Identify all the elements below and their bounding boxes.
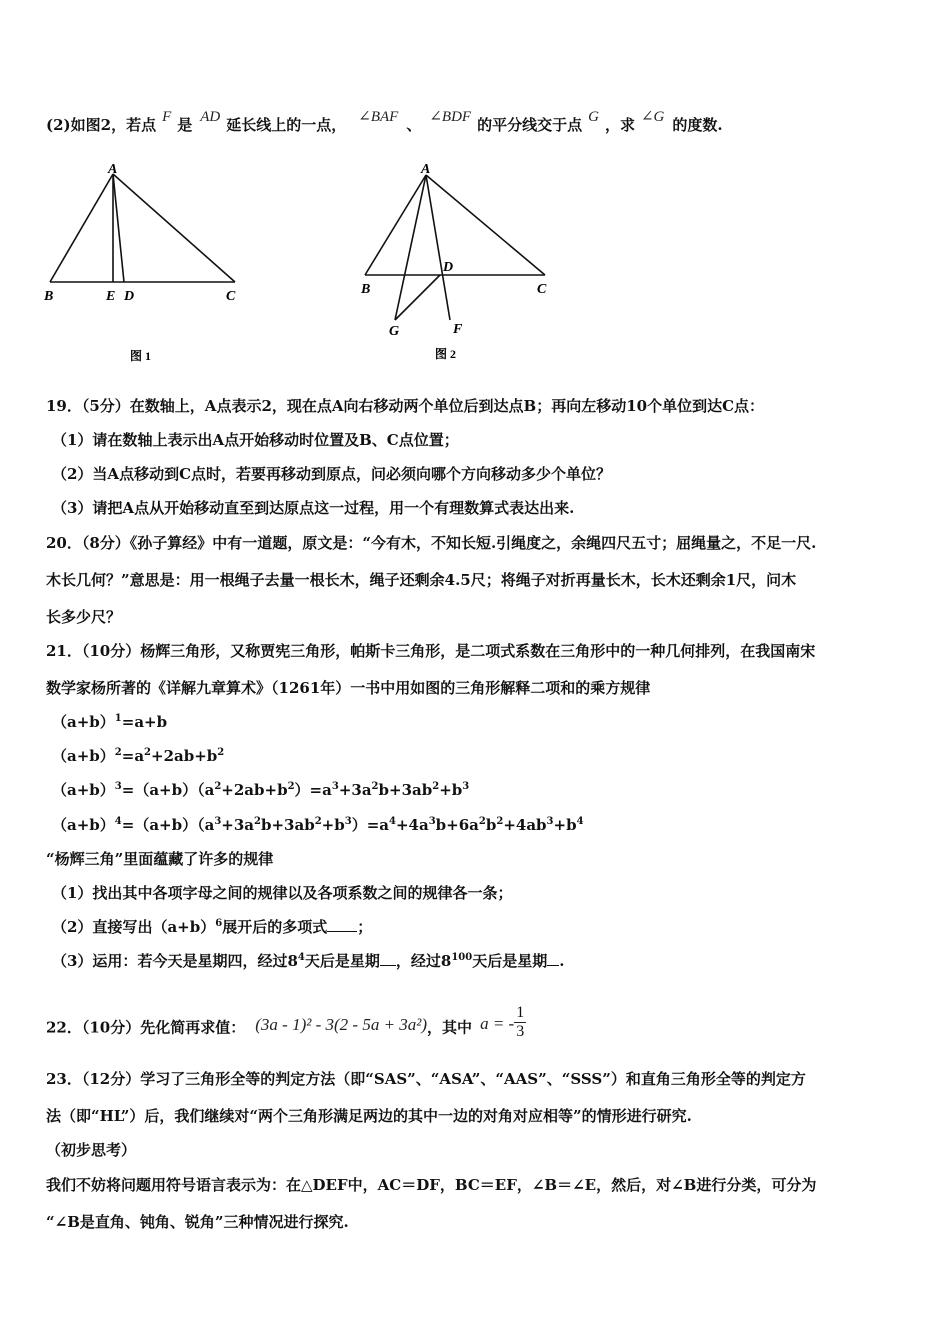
q21-e1-exp: 1 (114, 713, 122, 724)
q21-e2-t2: +2ab+b (151, 747, 218, 765)
q21-e3-b: =（a+b）（a (121, 781, 215, 799)
fig2-label-B: B (361, 282, 371, 297)
q21-e2-exp: 2 (114, 747, 122, 758)
fig1-label-C: C (226, 289, 236, 304)
point-F: F (162, 109, 172, 125)
q21-e4-b: =（a+b）（a (121, 816, 215, 834)
q18-text-2: 是 (177, 116, 193, 134)
q21-expansion-1 (52, 712, 167, 732)
q21-e4-s6: 4 (389, 816, 396, 827)
fig2-label-C: C (537, 282, 547, 297)
q21-e2-exp3: 2 (217, 747, 225, 758)
q21-e1-result: =a+b (121, 713, 168, 731)
q21-e3-s3: 2 (287, 781, 295, 792)
fig2-caption: 图 2 (435, 347, 457, 361)
q21-e4-k: +b (553, 816, 577, 834)
fig2-segment-DG (395, 275, 440, 320)
q21-part2 (52, 917, 372, 937)
q21-e3-c: +2ab+b (221, 781, 288, 799)
q23-line4: “∠B是直角、钝角、锐角”三种情况进行探究. (46, 1213, 349, 1231)
q18-text-3: 延长线上的一点， (226, 116, 347, 134)
point-G: G (588, 109, 599, 125)
q21-e3-d: ）=a (294, 781, 332, 799)
q21-e3-s6: 2 (432, 781, 440, 792)
q21-e4-s8: 2 (478, 816, 486, 827)
q21-p2-text: （2）直接写出（a+b） (52, 918, 216, 936)
q21-e3-s5: 2 (371, 781, 379, 792)
q21-e2-t1: =a (121, 747, 145, 765)
q21-expansion-2 (52, 746, 224, 766)
fig2-segment-AG (395, 175, 426, 320)
fig2-segment-AF (426, 175, 450, 320)
q21-e3-s1: 3 (114, 781, 122, 792)
fig2-label-F: F (453, 322, 463, 337)
q21-e2-exp2: 2 (144, 747, 152, 758)
q21-p2-end: ； (357, 918, 373, 936)
q19-head: 19．（5分）在数轴上，A点表示2，现在点A向右移动两个单位后到达点B；再向左移动10个单位到达C点： (46, 397, 765, 415)
fig2-label-A: A (421, 162, 431, 177)
q21-expansion-3 (52, 780, 469, 800)
q21-e2-base: （a+b） (52, 747, 115, 765)
q23-line2: 法（即“HL”）后，我们继续对“两个三角形满足两边的其中一边的对角对应相等”的情形进行研究. (46, 1107, 692, 1125)
q21-p3-exp2: 100 (451, 952, 473, 963)
q21-p2-exp: 6 (215, 918, 223, 929)
q21-line2: 数学家杨所著的《详解九章算术》（1261年）一书中用如图的三角形解释二项和的乘方规律 (46, 679, 651, 697)
q21-p3-text4: 天后是星期 (472, 952, 548, 970)
angle-BDF: ∠BDF (429, 109, 472, 125)
q20-line1: 20．（8分）《孙子算经》中有一道题，原文是：“今有木，不知长短.引绳度之，余绳四尺五寸；屈绳量之，不足一尺. (46, 534, 817, 552)
q21-e4-f: ）=a (351, 816, 389, 834)
q21-p3-text3: ，经过8 (395, 952, 452, 970)
q22-statement (46, 1004, 526, 1047)
q21-p3-end: . (559, 952, 565, 970)
q21-e4-s4: 2 (314, 816, 322, 827)
fig1-segment-AB (50, 174, 113, 282)
q18-text-6: ，求 (604, 116, 635, 134)
q21-e3-s7: 3 (462, 781, 470, 792)
q21-e4-s3: 2 (254, 816, 261, 827)
fig1-segment-AD (113, 174, 124, 282)
q21-e4-j: +4ab (503, 816, 547, 834)
q20-line3: 长多少尺？ (46, 608, 122, 626)
fig1-segment-AC (113, 174, 235, 282)
segment-AD: AD (200, 109, 221, 125)
fig1-caption: 图 1 (130, 349, 152, 363)
fig2-segment-AB (365, 175, 426, 275)
q21-e3-g: +b (439, 781, 463, 799)
q21-p2-text2: 展开后的多项式 (222, 918, 328, 936)
q19-part1: （1）请在数轴上表示出A点开始移动时位置及B、C点位置； (52, 431, 459, 449)
q21-e4-s11: 4 (576, 816, 584, 827)
answer-blank[interactable] (327, 917, 357, 932)
q21-e4-h: b+6a (435, 816, 479, 834)
q23-line3: 我们不妨将问题用符号语言表示为：在△DEF中，AC＝DF，BC＝EF，∠B＝∠E，然后，对∠B进行分类，可分为 (46, 1176, 817, 1194)
q21-e1-base: （a+b） (52, 713, 115, 731)
q18-text-5: 的平分线交于点 (477, 116, 583, 134)
q21-e4-s7: 3 (428, 816, 436, 827)
q21-e4-i: b (485, 816, 497, 834)
answer-blank[interactable] (547, 951, 559, 966)
q18-text-1: (2)如图2，若点 (46, 116, 157, 134)
q22-variable: a = - (480, 1013, 515, 1033)
q19-part3: （3）请把A点从开始移动直至到达原点这一过程，用一个有理数算式表达出来. (52, 499, 575, 517)
q21-e3-f: b+3ab (378, 781, 433, 799)
q21-line1: 21．（10分）杨辉三角形，又称贾宪三角形，帕斯卡三角形，是二项式系数在三角形中的一种几何排列，在我国南宋 (46, 642, 816, 660)
q21-part3 (52, 951, 564, 971)
q21-e3-e: +3a (338, 781, 372, 799)
q20-line2: 木长几何？”意思是：用一根绳子去量一根长木，绳子还剩余4.5尺；将绳子对折再量长木，长木还剩余1尺，问木 (46, 571, 797, 589)
q18-text-7: 的度数. (672, 116, 723, 134)
q21-e4-d: b+3ab (261, 816, 315, 834)
fig2-label-D: D (443, 260, 454, 275)
q21-e4-g: +4a (395, 816, 429, 834)
figure-2 (355, 155, 565, 370)
q22-expression: (3a - 1)² - 3(2 - 5a + 3a²) (255, 1014, 428, 1034)
q21-e4-c: +3a (221, 816, 255, 834)
fig1-label-E: E (106, 289, 116, 304)
q21-e4-base: （a+b） (52, 816, 115, 834)
q23-think: （初步思考） (46, 1141, 137, 1159)
angle-G: ∠G (640, 109, 665, 125)
q18-text-4: 、 (406, 116, 422, 134)
fig1-label-B: B (44, 289, 54, 304)
q21-e4-s2: 3 (214, 816, 222, 827)
answer-blank[interactable] (380, 951, 396, 966)
q19-part2: （2）当A点移动到C点时，若要再移动到原点，问必须向哪个方向移动多少个单位？ (52, 465, 612, 483)
q21-e3-base: （a+b） (52, 781, 115, 799)
q22-fraction-numerator: 1 (516, 1004, 525, 1021)
q21-e3-s2: 2 (214, 781, 222, 792)
q21-p3-text: （3）运用：若今天是星期四，经过8 (52, 952, 298, 970)
q22-where: ，其中 (427, 1018, 473, 1037)
q21-e4-e: +b (321, 816, 345, 834)
q21-part1: （1）找出其中各项字母之间的规律以及各项系数之间的规律各一条； (52, 884, 513, 902)
q21-e4-s1: 4 (114, 816, 122, 827)
q18-statement (46, 109, 723, 136)
q21-expansion-4 (52, 815, 584, 835)
fig1-label-D: D (124, 289, 135, 304)
angle-BAF: ∠BAF (358, 109, 399, 125)
figure-1 (40, 160, 250, 370)
q22-head: 22．（10分）先化简再求值： (46, 1018, 246, 1037)
q21-rule: “杨辉三角”里面蕴藏了许多的规律 (46, 850, 274, 868)
q21-e3-s4: 3 (331, 781, 339, 792)
q21-e4-s5: 3 (344, 816, 352, 827)
q21-p3-exp1: 4 (297, 952, 305, 963)
q23-line1: 23．（12分）学习了三角形全等的判定方法（即“SAS”、“ASA”、“AAS”、“SSS”）和直角三角形全等的判定方 (46, 1070, 806, 1088)
q22-fraction-denominator: 3 (516, 1023, 525, 1040)
q21-p3-text2: 天后是星期 (304, 952, 380, 970)
fig1-label-A: A (108, 162, 118, 177)
fig2-label-G: G (389, 324, 400, 339)
q21-e4-s10: 3 (546, 816, 554, 827)
q22-fraction (514, 1004, 526, 1041)
q21-e4-s9: 2 (496, 816, 504, 827)
